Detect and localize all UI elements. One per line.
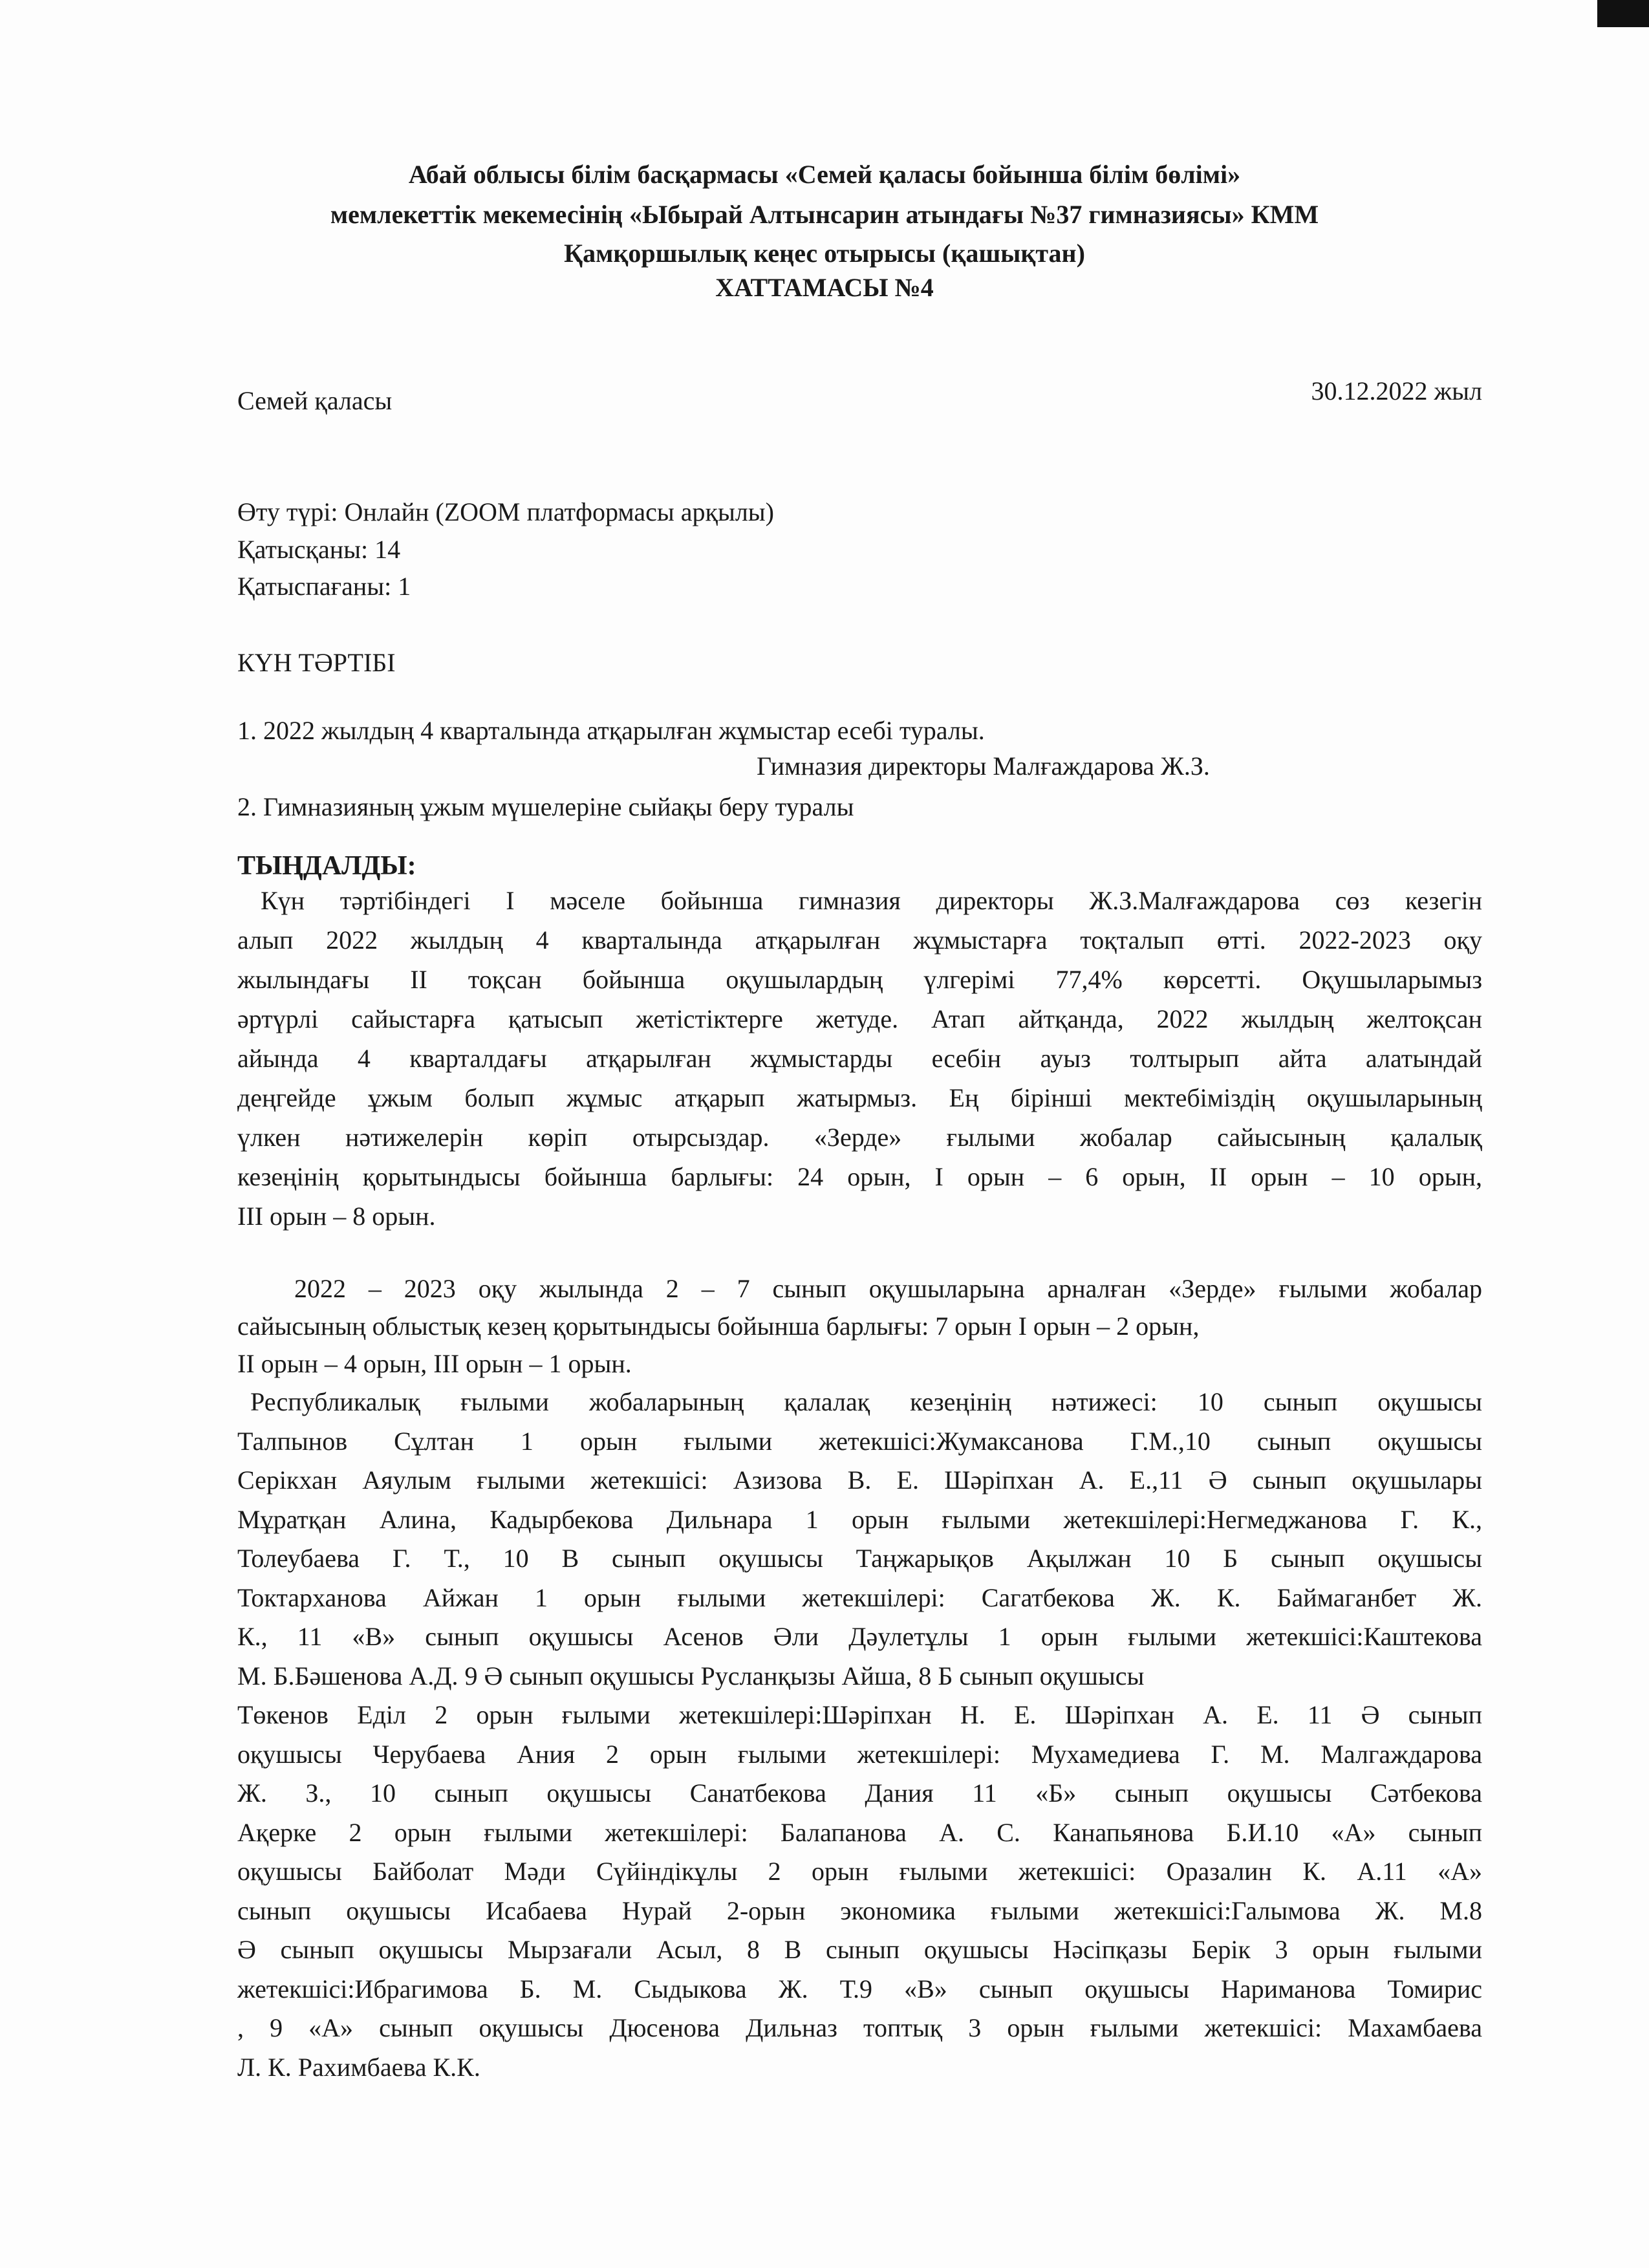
listened-paragraph-1 (237, 881, 1482, 1236)
agenda-item-1-speaker: Гимназия директоры Малғаждарова Ж.З. (757, 751, 1210, 781)
paragraph-line: оқушысы Черубаева Ания 2 орын ғылыми жетекшілері: Мухамедиева Г. М. Малгаждарова (237, 1739, 1482, 1769)
paragraph-line: сынып оқушысы Исабаева Нурай 2-орын экономика ғылыми жетекшісі:Галымова Ж. М.8 (237, 1895, 1482, 1925)
absent-count: Қатыспағаны: 1 (237, 572, 411, 601)
paragraph-line: Ә сынып оқушысы Мырзағали Асыл, 8 В сынып оқушысы Нәсіпқазы Берік 3 орын ғылыми (237, 1935, 1482, 1964)
paragraph-line: ІІ орын – 4 орын, ІІІ орын – 1 орын. (237, 1349, 632, 1378)
paragraph-line: жылындағы ІІ тоқсан бойынша оқушылардың үлгерімі 77,4% көрсетті. Оқушыларымыз (237, 965, 1482, 994)
paragraph-line: сайысының облыстық кезең қорытындысы бойынша барлығы: 7 орын І орын – 2 орын, (237, 1312, 1200, 1341)
paragraph-line: К., 11 «В» сынып оқушысы Асенов Әли Дәулетұлы 1 орын ғылыми жетекшісі:Каштекова (237, 1622, 1482, 1651)
listened-title: ТЫҢДАЛДЫ: (237, 851, 416, 881)
meeting-format: Өту түрі: Онлайн (ZOOM платформасы арқылы) (237, 497, 774, 526)
paragraph-line: Серікхан Аяулым ғылыми жетекшісі: Азизова В. Е. Шәріпхан А. Е.,11 Ә сынып оқушылары (237, 1465, 1482, 1495)
listened-paragraph-2 (237, 1270, 1482, 1383)
agenda-title: КҮН ТӘРТІБІ (237, 648, 396, 677)
paragraph-line: кезеңінің қорытындысы бойынша барлығы: 24 орын, І орын – 6 орын, ІІ орын – 10 орын, (237, 1162, 1482, 1191)
document-title: ХАТТАМАСЫ №4 (715, 273, 934, 302)
header-line-1: Абай облысы білім басқармасы «Семей қаласы бойынша білім бөлімі» (408, 160, 1241, 189)
paragraph-line: Л. К. Рахимбаева К.К. (237, 2052, 480, 2082)
agenda-item-1: 1. 2022 жылдың 4 кварталында атқарылған жұмыстар есебі туралы. (237, 716, 985, 745)
paragraph-line: , 9 «А» сынып оқушысы Дюсенова Дильназ топтық 3 орын ғылыми жетекшісі: Махамбаева (237, 2013, 1482, 2042)
paragraph-line: деңгейде ұжым болып жұмыс атқарып жатырмыз. Ең бірінші мектебіміздің оқушыларының (237, 1083, 1482, 1112)
scan-corner-mark (1597, 0, 1649, 27)
paragraph-line: ІІІ орын – 8 орын. (237, 1202, 436, 1231)
paragraph-line: оқушысы Байболат Мәди Сүйіндікұлы 2 орын ғылыми жетекшісі: Оразалин К. А.11 «А» (237, 1857, 1482, 1886)
paragraph-line: әртүрлі сайыстарға қатысып жетістіктерге жетуде. Атап айтқанда, 2022 жылдың желтоқсан (237, 1004, 1482, 1033)
paragraph-line: Ақерке 2 орын ғылыми жетекшілері: Балапанова А. С. Канапьянова Б.И.10 «А» сынып (237, 1817, 1482, 1847)
paragraph-line: жетекшісі:Ибрагимова Б. М. Сыдыкова Ж. Т.9 «В» сынып оқушысы Нариманова Томирис (237, 1974, 1482, 2003)
agenda-item-2: 2. Гимназияның ұжым мүшелеріне сыйақы беру туралы (237, 792, 854, 821)
paragraph-line: Токтарханова Айжан 1 орын ғылыми жетекшілері: Сагатбекова Ж. К. Баймаганбет Ж. (237, 1582, 1482, 1612)
paragraph-line: Толеубаева Г. Т., 10 В сынып оқушысы Таңжарықов Ақылжан 10 Б сынып оқушысы (237, 1544, 1482, 1573)
document-date: 30.12.2022 жыл (1311, 376, 1482, 405)
header-line-2: мемлекеттік мекемесінің «Ыбырай Алтынсарин атындағы №37 гимназиясы» КММ (330, 200, 1319, 229)
paragraph-line: Төкенов Еділ 2 орын ғылыми жетекшілері:Шәріпхан Н. Е. Шәріпхан А. Е. 11 Ә сынып (237, 1700, 1482, 1729)
paragraph-line: Республикалық ғылыми жобаларының қалалақ кезеңінің нәтижесі: 10 сынып оқушысы (250, 1387, 1482, 1416)
paragraph-line: Мұратқан Алина, Кадырбекова Дильнара 1 орын ғылыми жетекшілері:Негмеджанова Г. К., (237, 1504, 1482, 1534)
paragraph-line: Күн тәртібіндегі І мәселе бойынша гимназия директоры Ж.З.Малғаждарова сөз кезегін (261, 886, 1482, 915)
header-line-3: Қамқоршылық кеңес отырысы (қашықтан) (564, 239, 1085, 268)
paragraph-line: 2022 – 2023 оқу жылында 2 – 7 сынып оқушыларына арналған «Зерде» ғылыми жобалар (294, 1274, 1482, 1303)
paragraph-line: айында 4 кварталдағы атқарылған жұмыстарды есебін ауыз толтырып айта алатындай (237, 1044, 1482, 1073)
city-label: Семей қаласы (237, 386, 393, 415)
paragraph-line: Ж. З., 10 сынып оқушысы Санатбекова Дания 11 «Б» сынып оқушысы Сәтбекова (237, 1778, 1482, 1808)
paragraph-line: үлкен нәтижелерін көріп отырсыздар. «Зерде» ғылыми жобалар сайысының қалалық (237, 1123, 1482, 1152)
listened-paragraph-3 (237, 1383, 1482, 2087)
paragraph-line: М. Б.Бәшенова А.Д. 9 Ә сынып оқушысы Русланқызы Айша, 8 Б сынып оқушысы (237, 1661, 1145, 1690)
attended-count: Қатысқаны: 14 (237, 535, 401, 564)
paragraph-line: Талпынов Сұлтан 1 орын ғылыми жетекшісі:Жумаксанова Г.М.,10 сынып оқушысы (237, 1426, 1482, 1456)
paragraph-line: алып 2022 жылдың 4 кварталында атқарылған жұмыстарға тоқталып өтті. 2022-2023 оқу (237, 925, 1482, 955)
